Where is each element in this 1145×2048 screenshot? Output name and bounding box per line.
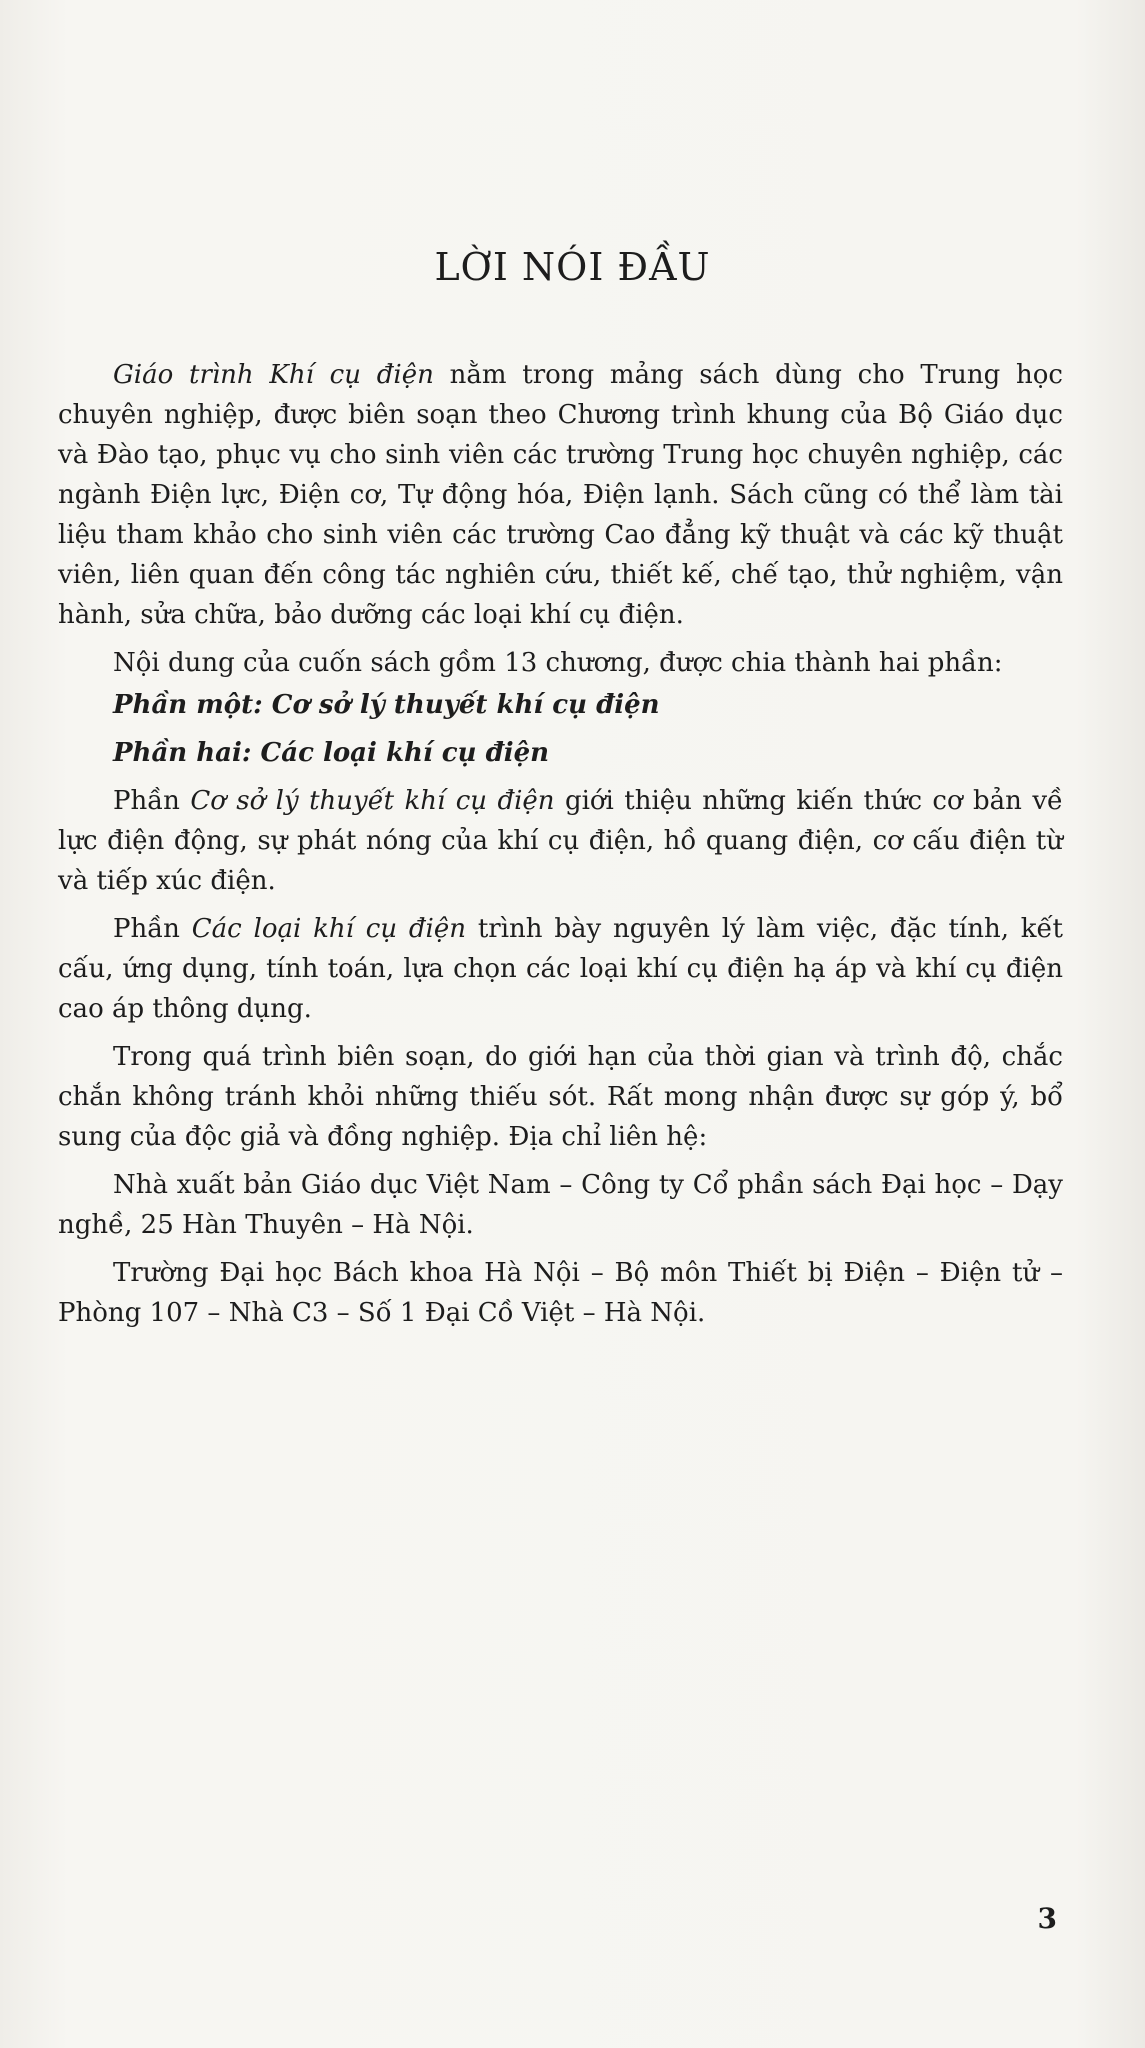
paragraph-part-two-italic: Các loại khí cụ điện — [191, 914, 466, 944]
paragraph-publisher-address: Nhà xuất bản Giáo dục Việt Nam – Công ty Cổ phần sách Đại học – Dạy nghề, 25 Hàn Thuyên – Hà Nội. — [58, 1170, 1063, 1240]
book-title-italic: Giáo trình Khí cụ điện — [113, 360, 434, 390]
paragraph-part-one — [58, 781, 1063, 901]
paragraph-feedback: Trong quá trình biên soạn, do giới hạn của thời gian và trình độ, chắc chắn không tránh khỏi những thiếu sót. Rất mong nhận được sự góp ý, bổ sung của độc giả và đồng nghiệp. Địa chỉ liên hệ: — [58, 1042, 1063, 1152]
part-one-heading: Phần một: Cơ sở lý thuyết khí cụ điện — [113, 690, 660, 720]
page-number: 3 — [1037, 1902, 1057, 1935]
page-title: LỜI NÓI ĐẦU — [434, 245, 711, 289]
paragraph-contents: Nội dung của cuốn sách gồm 13 chương, được chia thành hai phần: — [113, 648, 1003, 678]
paragraph-part-one-text: giới thiệu những kiến thức cơ bản về lực điện động, sự phát nóng của khí cụ điện, hồ quang điện, cơ cấu điện từ và tiếp xúc điện. — [58, 786, 1064, 896]
paragraph-part-two — [58, 909, 1063, 1029]
part-two-heading: Phần hai: Các loại khí cụ điện — [113, 738, 550, 768]
paragraph-intro-text: nằm trong mảng sách dùng cho Trung học chuyên nghiệp, được biên soạn theo Chương trình khung của Bộ Giáo dục và Đào tạo, phục vụ cho sinh viên các trường Trung học chuyên nghiệp, các ngành Điện lực, Điện cơ, Tự động hóa, Điện lạnh. Sách cũng có thể làm tài liệu tham khảo cho sinh viên các trường Cao đẳng kỹ thuật và các kỹ thuật viên, liên quan đến công tác nghiên cứu, thiết kế, chế tạo, thử nghiệm, vận hành, sửa chữa, bảo dưỡng các loại khí cụ điện. — [58, 360, 1063, 630]
paragraph-part-two-text: trình bày nguyên lý làm việc, đặc tính, kết cấu, ứng dụng, tính toán, lựa chọn các loại khí cụ điện hạ áp và khí cụ điện cao áp thông dụng. — [58, 914, 1063, 1024]
paragraph-part-two-prefix: Phần — [113, 914, 192, 944]
paragraph-part-one-italic: Cơ sở lý thuyết khí cụ điện — [190, 786, 555, 816]
paragraph-university-address: Trường Đại học Bách khoa Hà Nội – Bộ môn Thiết bị Điện – Điện tử – Phòng 107 – Nhà C3 – Số 1 Đại Cồ Việt – Hà Nội. — [58, 1258, 1063, 1328]
preface-body — [58, 355, 1063, 1341]
paragraph-part-one-prefix: Phần — [113, 786, 191, 816]
paragraph-intro — [58, 355, 1063, 635]
